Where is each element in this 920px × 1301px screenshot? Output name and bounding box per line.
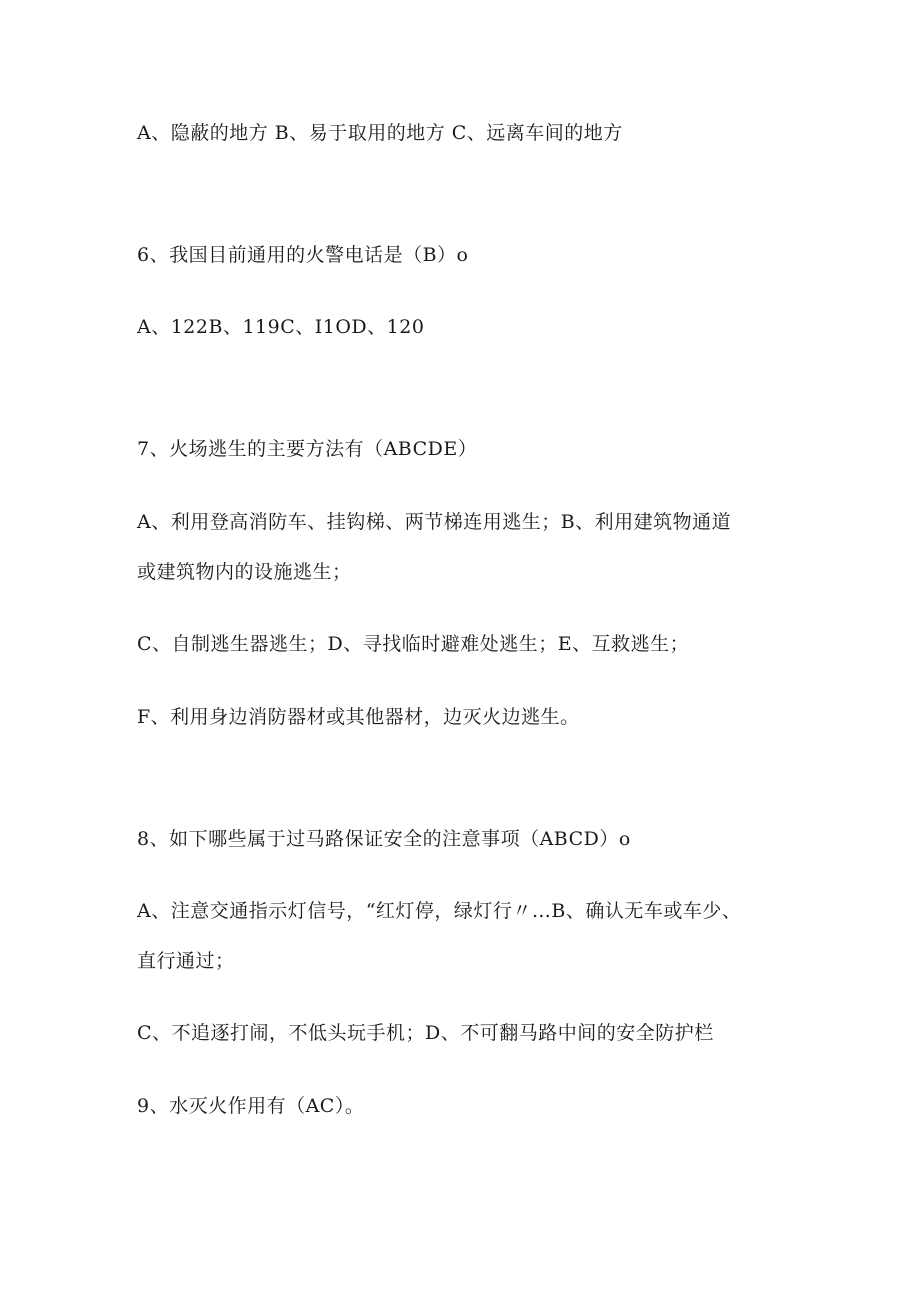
q8-option-cd: C、不追逐打闹，不低头玩手机；D、不可翻马路中间的安全防护栏: [137, 1022, 714, 1044]
q8-option-ab: A、注意交通指示灯信号，“红灯停，绿灯行〃…B、确认无车或车少、: [137, 900, 742, 922]
q5-options: A、隐蔽的地方 B、易于取用的地方 C、远离车间的地方: [137, 122, 623, 144]
q9-question: 9、水灭火作用有（AC）。: [137, 1095, 365, 1117]
q7-question: 7、火场逃生的主要方法有（ABCDE）: [137, 438, 478, 460]
q8-option-ab-cont: 直行通过；: [137, 950, 235, 972]
q7-option-cde: C、自制逃生器逃生；D、寻找临时避难处逃生；E、互救逃生；: [137, 633, 690, 655]
q7-option-ab: A、利用登高消防车、挂钩梯、两节梯连用逃生；B、利用建筑物通道: [137, 511, 732, 533]
q7-option-f: F、利用身边消防器材或其他器材，边灭火边逃生。: [137, 706, 580, 728]
q6-question: 6、我国目前通用的火警电话是（B）o: [137, 244, 469, 266]
q6-options: A、122B、119C、I1OD、120: [137, 316, 425, 338]
q8-question: 8、如下哪些属于过马路保证安全的注意事项（ABCD）o: [137, 828, 631, 850]
q7-option-ab-cont: 或建筑物内的设施逃生；: [137, 561, 352, 583]
